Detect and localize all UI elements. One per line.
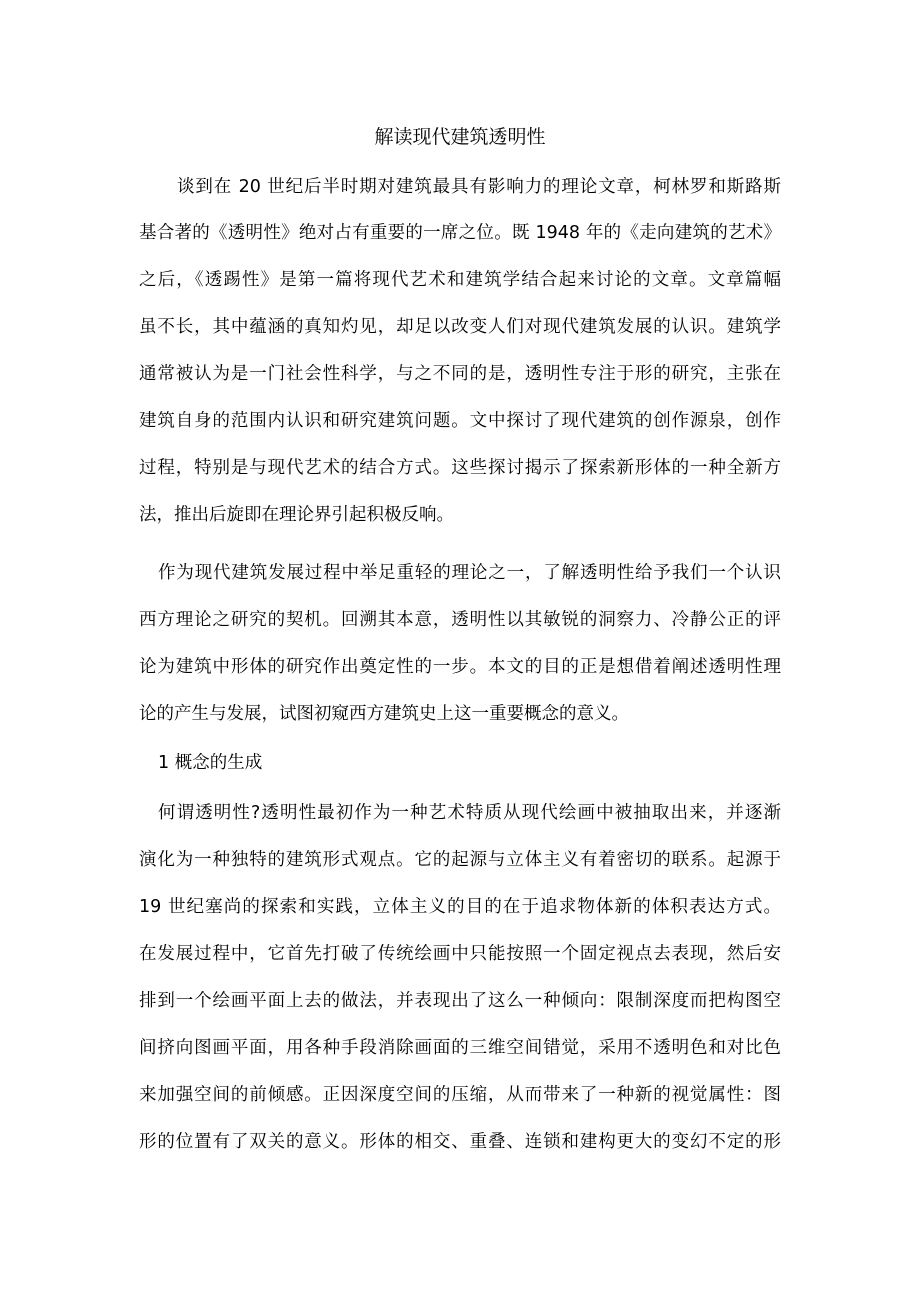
paragraph-line: 虽不长，其中蕴涵的真知灼见，却足以改变人们对现代建筑发展的认识。建筑学	[139, 317, 781, 337]
paragraph-line: 作为现代建筑发展过程中举足重轻的理论之一，了解透明性给予我们一个认识	[158, 563, 781, 583]
document-title: 解读现代建筑透明性	[374, 126, 546, 148]
paragraph-line: 来加强空间的前倾感。正因深度空间的压缩，从而带来了一种新的视觉属性：图	[139, 1085, 781, 1105]
paragraph-line: 谈到在 20 世纪后半时期对建筑最具有影响力的理论文章，柯林罗和斯路斯	[177, 177, 781, 197]
paragraph-line: 过程，特别是与现代艺术的结合方式。这些探讨揭示了探索新形体的一种全新方	[139, 458, 781, 478]
paragraph-line: 排到一个绘画平面上去的做法，并表现出了这么一种倾向：限制深度而把构图空	[139, 991, 781, 1011]
section-heading: 1 概念的生成	[158, 753, 263, 773]
paragraph-line: 演化为一种独特的建筑形式观点。它的起源与立体主义有着密切的联系。起源于	[139, 850, 781, 870]
paragraph-line: 何谓透明性?透明性最初作为一种艺术特质从现代绘画中被抽取出来，并逐渐	[158, 803, 781, 823]
paragraph-line: 西方理论之研究的契机。回溯其本意，透明性以其敏锐的洞察力、冷静公正的评	[139, 610, 781, 630]
paragraph-line: 通常被认为是一门社会性科学，与之不同的是，透明性专注于形的研究，主张在	[139, 364, 781, 384]
paragraph-line: 基合著的《透明性》绝对占有重要的一席之位。既 1948 年的《走向建筑的艺术》	[139, 223, 781, 243]
paragraph-line: 形的位置有了双关的意义。形体的相交、重叠、连锁和建构更大的变幻不定的形	[139, 1132, 781, 1152]
paragraph-line: 在发展过程中，它首先打破了传统绘画中只能按照一个固定视点去表现，然后安	[139, 944, 781, 964]
paragraph-line: 间挤向图画平面，用各种手段消除画面的三维空间错觉，采用不透明色和对比色	[139, 1038, 781, 1058]
paragraph-line: 论为建筑中形体的研究作出奠定性的一步。本文的目的正是想借着阐述透明性理	[139, 657, 781, 677]
paragraph-line: 19 世纪塞尚的探索和实践，立体主义的目的在于追求物体新的体积表达方式。	[139, 897, 781, 917]
paragraph-line: 法，推出后旋即在理论界引起积极反响。	[139, 505, 454, 525]
paragraph-line: 之后，《透踢性》是第一篇将现代艺术和建筑学结合起来讨论的文章。文章篇幅	[139, 270, 781, 290]
paragraph-line: 建筑自身的范围内认识和研究建筑问题。文中探讨了现代建筑的创作源泉，创作	[139, 411, 781, 431]
paragraph-line: 论的产生与发展，试图初窥西方建筑史上这一重要概念的意义。	[139, 704, 629, 724]
